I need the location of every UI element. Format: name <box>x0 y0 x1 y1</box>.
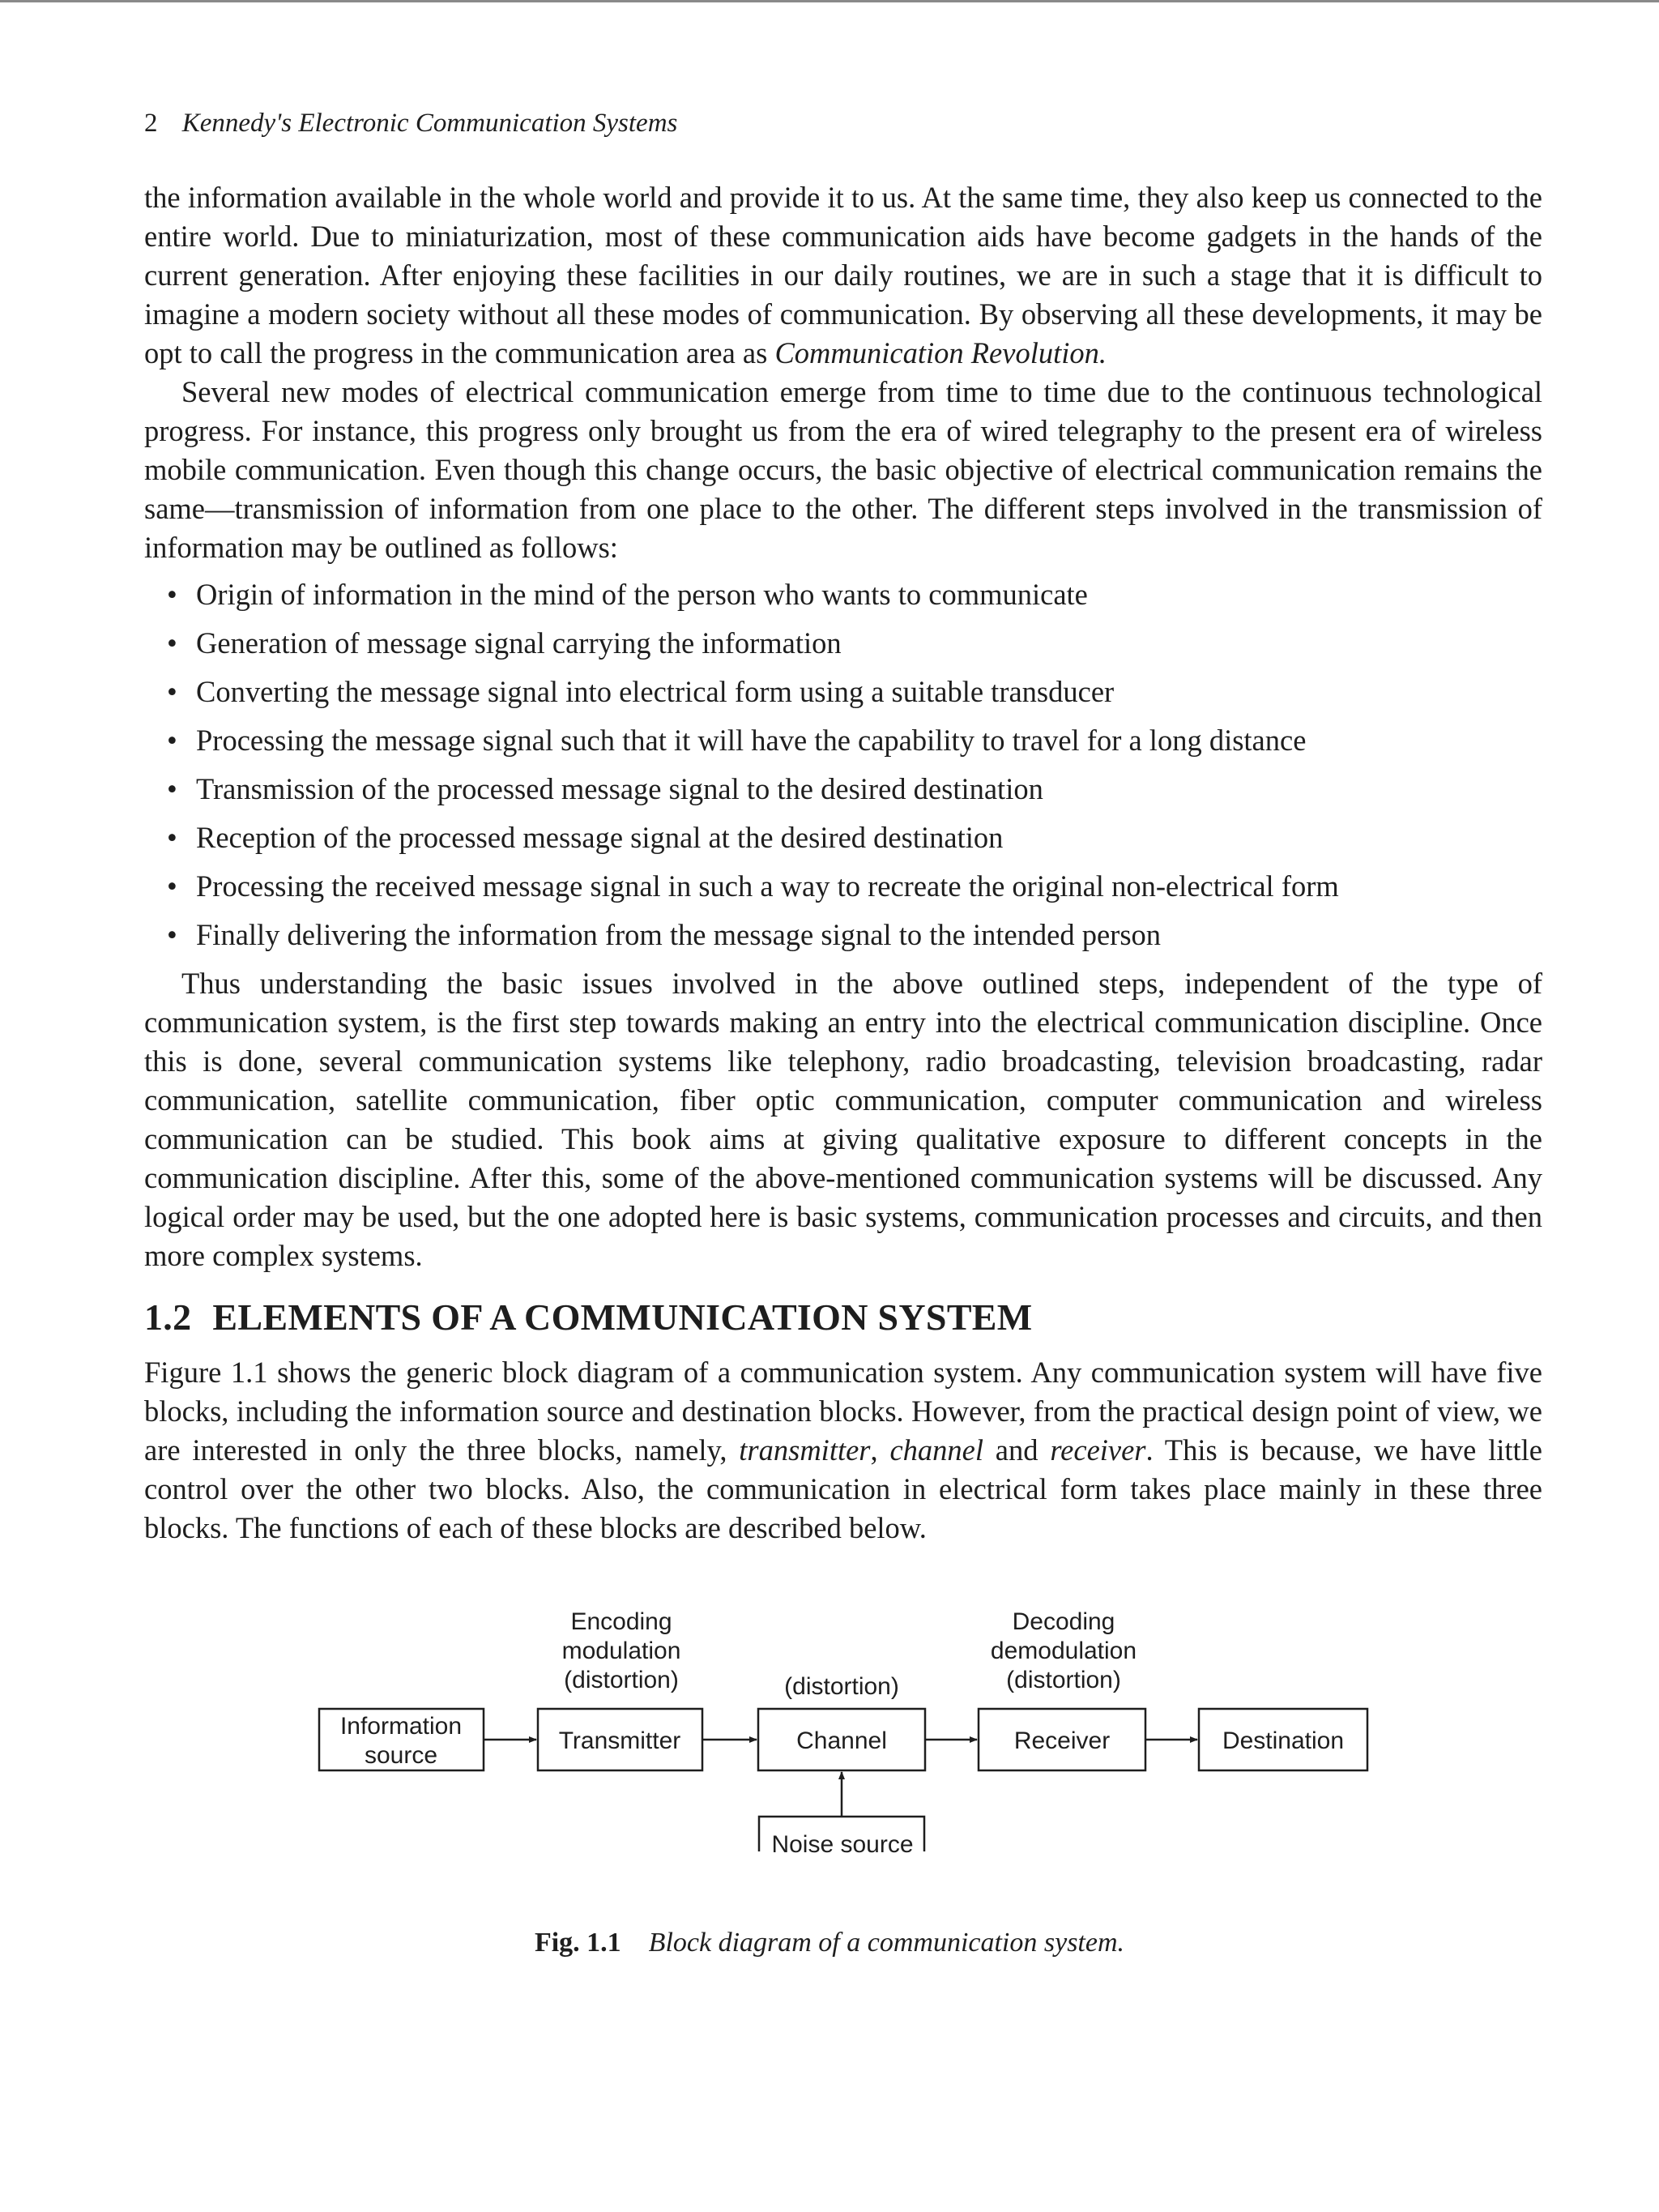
book-title: Kennedy's Electronic Communication Systems <box>181 109 678 138</box>
rx-annotation-distortion: (distortion) <box>1006 1667 1121 1693</box>
noise-source-label: Noise source <box>771 1831 914 1858</box>
running-header <box>144 107 677 139</box>
section-number: 1.2 <box>144 1296 192 1338</box>
paragraph-4: Figure 1.1 shows the generic block diagram of a communication system. Any communication system will have five blocks, including the information source and destination blocks. However, from the practical design point of view, we are interested in only the three blocks, namely, transmitter, channel and receiver. This is because, we have little control over the other two blocks. Also, the communication in electrical form takes place mainly in these three blocks. The functions of each of these blocks are described below. <box>144 1356 1543 1544</box>
channel-label: Channel <box>796 1727 887 1754</box>
destination-label: Destination <box>1222 1727 1345 1754</box>
tx-annotation-distortion: (distortion) <box>564 1667 679 1693</box>
list-item: • Transmission of the processed message signal to the desired destination <box>144 765 1542 813</box>
page-number: 2 <box>144 109 158 138</box>
tx-annotation-encoding: Encoding <box>570 1608 672 1635</box>
page-top-rule <box>0 0 1659 2</box>
paragraph-3: Thus understanding the basic issues involved in the above outlined steps, independent of the type of communication system, is the first step towards making an entry into the electrical communication discipline. Once this is done, several communication systems like telephony, radio broadcasting, television broadcasting, radar communication, satellite communication, fiber optic communication, computer communication and wireless communication can be studied. This book aims at giving qualitative exposure to different concepts in the communication discipline. After this, some of the above-mentioned communication systems will be discussed. Any logical order may be used, but the one adopted here is basic systems, communication processes and circuits, and then more complex systems. <box>144 967 1542 1272</box>
list-item: • Converting the message signal into electrical form using a suitable transducer <box>144 668 1542 716</box>
tx-annotation-modulation: modulation <box>561 1638 681 1664</box>
paragraph-2: Several new modes of electrical communication emerge from time to time due to the continuous technological progress. For instance, this progress only brought us from the era of wired telegraphy to the present era of wireless mobile communication. Even though this change occurs, the basic objective of electrical communication remains the same—transmission of information from one place to the other. The different steps involved in the transmission of information may be outlined as follows: <box>144 375 1542 564</box>
list-item: • Processing the message signal such that it will have the capability to travel for a long distance <box>144 716 1542 765</box>
rx-annotation-demodulation: demodulation <box>990 1638 1137 1664</box>
figure-caption-text: Block diagram of a communication system. <box>648 1928 1125 1958</box>
list-item: • Finally delivering the information from the message signal to the intended person <box>144 911 1542 959</box>
rx-annotation-decoding: Decoding <box>1012 1608 1115 1635</box>
source-label-line1: Information <box>339 1713 463 1740</box>
block-diagram <box>0 1588 1659 1928</box>
transmitter-label: Transmitter <box>558 1727 681 1754</box>
figure-label: Fig. 1.1 <box>534 1928 621 1958</box>
list-item: • Processing the received message signal in such a way to recreate the original non-electrical form <box>144 862 1542 911</box>
channel-annotation-distortion: (distortion) <box>784 1673 899 1700</box>
source-label-line2: source <box>364 1742 438 1769</box>
list-item: • Origin of information in the mind of the person who wants to communicate <box>144 570 1542 619</box>
emphasis-communication-revolution: Communication Revolution. <box>774 336 1107 369</box>
steps-list <box>144 570 1542 959</box>
paragraph-1: the information available in the whole world and provide it to us. At the same time, they also keep us connected to the entire world. Due to miniaturization, most of these communication aids have become gadgets in the hands of the current generation. After enjoying these facilities in our daily routines, we are in such a stage that it is difficult to imagine a modern society without all these modes of communication. By observing all these developments, it may be opt to call the progress in the communication area as Communication Revolution. <box>144 181 1542 369</box>
page-body <box>144 178 1542 1548</box>
section-title: ELEMENTS OF A COMMUNICATION SYSTEM <box>212 1296 1033 1338</box>
list-item: • Reception of the processed message signal at the desired destination <box>144 813 1542 862</box>
figure-caption <box>0 1925 1659 1961</box>
receiver-label: Receiver <box>1013 1727 1111 1754</box>
list-item: • Generation of message signal carrying the information <box>144 619 1542 668</box>
section-heading <box>144 1293 1542 1342</box>
